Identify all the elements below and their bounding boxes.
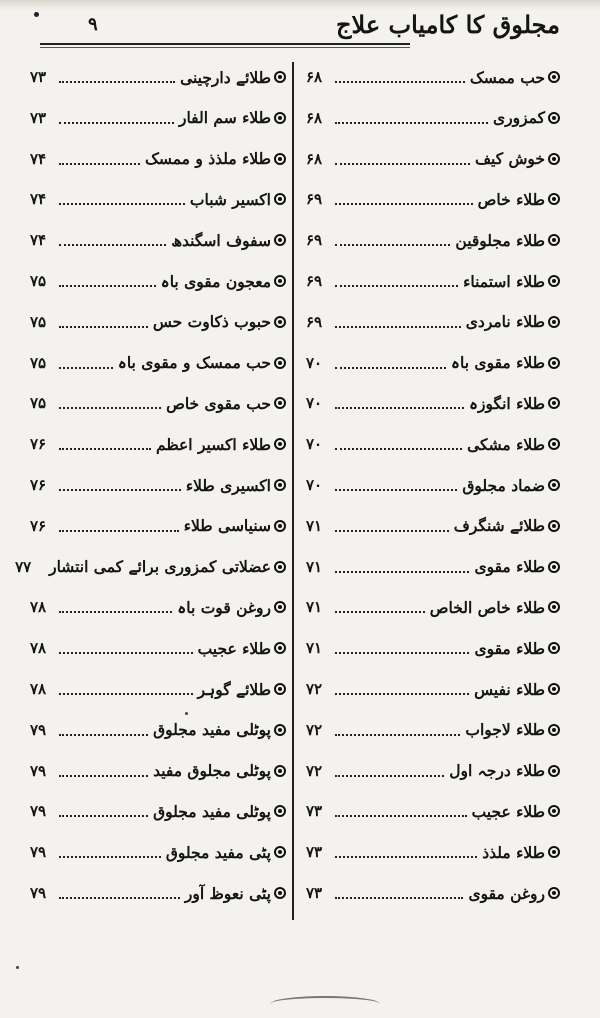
dot-leader bbox=[335, 557, 469, 573]
toc-entry bbox=[306, 346, 560, 380]
toc-entry-title: طلاء مشکی bbox=[467, 434, 545, 454]
toc-entry-page: ۷۳ bbox=[30, 68, 47, 86]
toc-entry-title: حب ممسک bbox=[469, 67, 545, 87]
column-divider bbox=[292, 62, 294, 920]
toc-entry bbox=[30, 101, 286, 135]
toc-entry bbox=[30, 835, 286, 869]
dot-leader bbox=[335, 67, 465, 83]
toc-entry bbox=[306, 590, 560, 624]
bullet-circle-icon bbox=[274, 316, 286, 328]
toc-entry bbox=[306, 835, 560, 869]
bullet-circle-icon bbox=[274, 642, 286, 654]
toc-entry-page: ۷۰ bbox=[306, 476, 323, 494]
toc-entry-page: ۶۹ bbox=[306, 272, 323, 290]
bullet-circle-icon bbox=[274, 683, 286, 695]
bullet-circle-icon bbox=[548, 479, 560, 491]
bullet-circle-icon bbox=[274, 561, 286, 573]
header-rule bbox=[40, 43, 410, 45]
bullet-circle-icon bbox=[548, 193, 560, 205]
toc-entry bbox=[30, 182, 286, 216]
toc-entry-title: سنیاسی طلاء bbox=[183, 516, 271, 536]
toc-entry bbox=[30, 672, 286, 706]
toc-entry bbox=[306, 386, 560, 420]
dot-leader bbox=[335, 189, 473, 205]
toc-entry-page: ۷۲ bbox=[306, 761, 323, 780]
toc-entry-title: معجون مقوی باہ bbox=[160, 271, 271, 291]
dot-leader bbox=[59, 801, 148, 817]
bullet-circle-icon bbox=[274, 846, 286, 858]
dot-leader bbox=[59, 189, 185, 205]
toc-entry-page: ۷۴ bbox=[30, 231, 47, 250]
toc-entry-page: ۷۵ bbox=[30, 394, 47, 413]
dot-leader bbox=[335, 720, 460, 736]
toc-entry-page: ۷۰ bbox=[306, 435, 323, 454]
toc-entry bbox=[30, 631, 286, 665]
toc-entry-title: طلاء ملذذ و ممسک bbox=[145, 149, 271, 169]
toc-entry-title: حب ممسک و مقوی باہ bbox=[117, 353, 271, 373]
toc-entry-title: سفوف اسگندھ bbox=[171, 230, 271, 250]
toc-entry bbox=[30, 264, 286, 298]
ink-dot bbox=[34, 12, 39, 17]
toc-entry bbox=[30, 427, 286, 461]
header-rule-thin bbox=[40, 47, 410, 48]
ink-speck bbox=[16, 966, 19, 969]
dot-leader bbox=[59, 393, 161, 409]
toc-entry-page: ۷۶ bbox=[30, 516, 47, 535]
toc-entry-page: ۷۹ bbox=[30, 761, 47, 780]
toc-entry bbox=[306, 754, 560, 788]
toc-entry bbox=[306, 794, 560, 828]
dot-leader bbox=[59, 720, 148, 736]
dot-leader bbox=[335, 679, 469, 695]
toc-entry-title: روغن قوت باہ bbox=[177, 597, 271, 617]
toc-entry bbox=[306, 509, 560, 543]
dot-leader bbox=[59, 108, 174, 124]
toc-entry bbox=[30, 713, 286, 747]
toc-entry-page: ۷۴ bbox=[30, 149, 47, 168]
bullet-circle-icon bbox=[274, 397, 286, 409]
toc-entry-title: اکسیری طلاء bbox=[185, 475, 271, 495]
toc-entry-page: ۷۱ bbox=[306, 639, 323, 658]
toc-entry-page: ۷۹ bbox=[30, 802, 47, 821]
toc-entry-page: ۷۹ bbox=[30, 843, 47, 862]
toc-entry-page: ۷۸ bbox=[30, 598, 47, 617]
toc-entry-page: ۷۵ bbox=[30, 353, 47, 372]
bullet-circle-icon bbox=[274, 805, 286, 817]
toc-entry-title: پوٹلی مفید مجلوق bbox=[153, 801, 271, 821]
toc-entry bbox=[30, 223, 286, 257]
toc-entry-page: ۷۲ bbox=[306, 720, 323, 739]
toc-entry-page: ۷۱ bbox=[306, 598, 323, 617]
toc-entry-title: حبوب ذکاوت حس bbox=[152, 312, 271, 332]
dot-leader bbox=[335, 842, 477, 858]
bullet-circle-icon bbox=[548, 275, 560, 287]
toc-entry bbox=[30, 60, 286, 94]
toc-entry-page: ۶۹ bbox=[306, 190, 323, 209]
toc-entry bbox=[30, 142, 286, 176]
dot-leader bbox=[59, 761, 148, 777]
bullet-circle-icon bbox=[548, 887, 560, 899]
toc-entry bbox=[30, 305, 286, 339]
toc-entry-page: ۷۹ bbox=[30, 720, 47, 739]
toc-entry-title: طلائے دارچینی bbox=[180, 67, 271, 87]
toc-entry bbox=[306, 876, 560, 910]
bullet-circle-icon bbox=[548, 357, 560, 369]
dot-leader bbox=[335, 393, 464, 409]
toc-entry bbox=[306, 468, 560, 502]
dot-leader bbox=[335, 108, 488, 124]
dot-leader bbox=[59, 516, 179, 532]
dot-leader bbox=[59, 434, 151, 450]
dot-leader bbox=[335, 883, 463, 899]
dot-leader bbox=[59, 883, 180, 899]
toc-entry bbox=[30, 346, 286, 380]
toc-entry bbox=[15, 550, 286, 584]
toc-entry bbox=[306, 101, 560, 135]
dot-leader bbox=[59, 149, 140, 165]
toc-entry bbox=[30, 509, 286, 543]
bullet-circle-icon bbox=[548, 234, 560, 246]
bullet-circle-icon bbox=[274, 71, 286, 83]
toc-entry bbox=[306, 60, 560, 94]
toc-entry-title: طلاء مقوی bbox=[474, 638, 545, 658]
toc-entry bbox=[30, 386, 286, 420]
toc-entry-title: روغن مقوی bbox=[468, 883, 545, 903]
bullet-circle-icon bbox=[274, 112, 286, 124]
bullet-circle-icon bbox=[548, 601, 560, 613]
dot-leader bbox=[59, 230, 166, 246]
toc-entry-page: ۶۸ bbox=[306, 108, 323, 127]
toc-entry bbox=[30, 794, 286, 828]
bullet-circle-icon bbox=[274, 275, 286, 287]
toc-entry-title: طلاء اکسیر اعظم bbox=[156, 434, 271, 454]
toc-entry-page: ۷۶ bbox=[30, 476, 47, 494]
toc-entry bbox=[306, 550, 560, 584]
toc-entry-page: ۷۰ bbox=[306, 394, 323, 413]
toc-entry-title: حب مقوی خاص bbox=[166, 393, 271, 413]
toc-entry-title: طلاء ملذذ bbox=[482, 842, 545, 862]
toc-entry-title: طلاء نفیس bbox=[474, 679, 545, 699]
toc-entry-title: طلاء مقوی باہ bbox=[450, 353, 545, 373]
dot-leader bbox=[335, 475, 457, 491]
toc-entry bbox=[306, 142, 560, 176]
bullet-circle-icon bbox=[548, 805, 560, 817]
toc-entry-page: ۷۳ bbox=[306, 884, 323, 902]
bullet-circle-icon bbox=[548, 765, 560, 777]
scan-edge bbox=[0, 0, 600, 10]
dot-leader bbox=[59, 67, 175, 83]
toc-entry-title: پوٹلی مجلوق مفید bbox=[153, 761, 271, 781]
dot-leader bbox=[335, 516, 449, 532]
toc-entry bbox=[30, 754, 286, 788]
toc-entry-title: اکسیر شباب bbox=[189, 189, 271, 209]
bullet-circle-icon bbox=[548, 642, 560, 654]
bullet-circle-icon bbox=[274, 479, 286, 491]
toc-entry-title: پٹی مفید مجلوق bbox=[165, 842, 271, 862]
dot-leader bbox=[335, 312, 461, 328]
bullet-circle-icon bbox=[548, 683, 560, 695]
dot-leader bbox=[335, 597, 425, 613]
toc-entry-page: ۶۹ bbox=[306, 312, 323, 331]
toc-entry-page: ۷۳ bbox=[306, 802, 323, 821]
toc-entry bbox=[306, 672, 560, 706]
toc-entry-page: ۷۵ bbox=[30, 272, 47, 290]
ink-speck bbox=[185, 712, 188, 715]
bullet-circle-icon bbox=[548, 71, 560, 83]
bullet-circle-icon bbox=[548, 724, 560, 736]
dot-leader bbox=[59, 271, 156, 287]
toc-entry bbox=[306, 713, 560, 747]
toc-entry-title: طلائے شنگرف bbox=[453, 516, 545, 536]
bullet-circle-icon bbox=[548, 397, 560, 409]
toc-entry-page: ۶۹ bbox=[306, 231, 323, 250]
toc-entry-title: طلاء نامردی bbox=[465, 312, 545, 332]
dot-leader bbox=[335, 271, 458, 287]
toc-entry-title: عضلاتی کمزوری برائے کمی انتشار bbox=[49, 557, 271, 577]
toc-entry-title: پوٹلی مفید مجلوق bbox=[153, 720, 271, 740]
toc-entry bbox=[30, 876, 286, 910]
toc-entry bbox=[306, 264, 560, 298]
toc-entry-title: طلاء مقوی bbox=[474, 557, 545, 577]
bullet-circle-icon bbox=[274, 193, 286, 205]
toc-entry bbox=[306, 427, 560, 461]
toc-entry-title: طلاء مجلوقین bbox=[455, 230, 545, 250]
toc-entry-page: ۷۶ bbox=[30, 435, 47, 454]
bullet-circle-icon bbox=[274, 765, 286, 777]
toc-entry-title: طلاء سم الفار bbox=[178, 108, 271, 128]
bullet-circle-icon bbox=[548, 316, 560, 328]
dot-leader bbox=[335, 353, 446, 369]
dot-leader bbox=[335, 801, 467, 817]
dot-leader bbox=[59, 597, 172, 613]
dot-leader bbox=[59, 475, 181, 491]
toc-entry bbox=[306, 631, 560, 665]
toc-entry-page: ۶۸ bbox=[306, 68, 323, 86]
toc-entry bbox=[30, 590, 286, 624]
toc-entry-title: طلاء عجیب bbox=[471, 801, 545, 821]
toc-entry-title: خوش کیف bbox=[474, 149, 545, 169]
bullet-circle-icon bbox=[548, 153, 560, 165]
page-number: ۹ bbox=[88, 14, 98, 35]
toc-entry bbox=[30, 468, 286, 502]
toc-entry-page: ۷۵ bbox=[30, 312, 47, 331]
dot-leader bbox=[59, 842, 161, 858]
bullet-circle-icon bbox=[548, 520, 560, 532]
toc-entry bbox=[306, 223, 560, 257]
dot-leader bbox=[59, 312, 148, 328]
toc-entry-page: ۷۸ bbox=[30, 680, 47, 698]
bullet-circle-icon bbox=[274, 234, 286, 246]
bullet-circle-icon bbox=[548, 438, 560, 450]
toc-entry bbox=[306, 305, 560, 339]
bullet-circle-icon bbox=[274, 357, 286, 369]
bullet-circle-icon bbox=[548, 846, 560, 858]
toc-entry-page: ۷۴ bbox=[30, 190, 47, 209]
dot-leader bbox=[59, 353, 113, 369]
bullet-circle-icon bbox=[274, 153, 286, 165]
bullet-circle-icon bbox=[274, 438, 286, 450]
bullet-circle-icon bbox=[274, 601, 286, 613]
page-title: مجلوق کا کامیاب علاج bbox=[336, 10, 560, 39]
dot-leader bbox=[335, 149, 470, 165]
dot-leader bbox=[335, 434, 462, 450]
bullet-circle-icon bbox=[274, 887, 286, 899]
bullet-circle-icon bbox=[548, 112, 560, 124]
toc-entry-page: ۷۱ bbox=[306, 516, 323, 535]
dot-leader bbox=[335, 761, 444, 777]
toc-entry-title: ضماد مجلوق bbox=[462, 475, 545, 495]
toc-entry-page: ۷۱ bbox=[306, 557, 323, 576]
dot-leader bbox=[335, 230, 450, 246]
bullet-circle-icon bbox=[274, 724, 286, 736]
toc-entry-title: طلاء لاجواب bbox=[465, 720, 545, 740]
toc-entry-title: طلاء خاص الخاص bbox=[429, 597, 545, 617]
toc-entry-page: ۷۳ bbox=[30, 108, 47, 127]
bullet-circle-icon bbox=[274, 520, 286, 532]
dot-leader bbox=[59, 638, 193, 654]
footer-smudge bbox=[270, 996, 380, 1012]
toc-entry-title: پٹی نعوظ آور bbox=[184, 883, 271, 903]
toc-entry-title: طلاء عجیب bbox=[197, 638, 271, 658]
toc-entry-page: ۶۸ bbox=[306, 149, 323, 168]
toc-entry-page: ۷۹ bbox=[30, 884, 47, 902]
toc-entry-page: ۷۰ bbox=[306, 353, 323, 372]
toc-entry bbox=[306, 182, 560, 216]
dot-leader bbox=[335, 638, 469, 654]
toc-entry-title: طلاء استمناء bbox=[463, 271, 545, 291]
toc-entry-page: ۷۲ bbox=[306, 680, 323, 698]
toc-entry-title: طلائے گوہر bbox=[197, 679, 271, 699]
toc-entry-page: ۷۸ bbox=[30, 639, 47, 658]
toc-entry-title: طلاء انگوزہ bbox=[468, 393, 545, 413]
dot-leader bbox=[59, 679, 193, 695]
bullet-circle-icon bbox=[548, 561, 560, 573]
toc-entry-title: طلاء خاص bbox=[477, 189, 545, 209]
toc-entry-page: ۷۷ bbox=[15, 557, 32, 576]
toc-entry-title: کمزوری bbox=[493, 108, 545, 128]
toc-entry-title: طلاء درجہ اول bbox=[449, 761, 545, 781]
toc-entry-page: ۷۳ bbox=[306, 843, 323, 862]
page-header bbox=[40, 10, 560, 50]
